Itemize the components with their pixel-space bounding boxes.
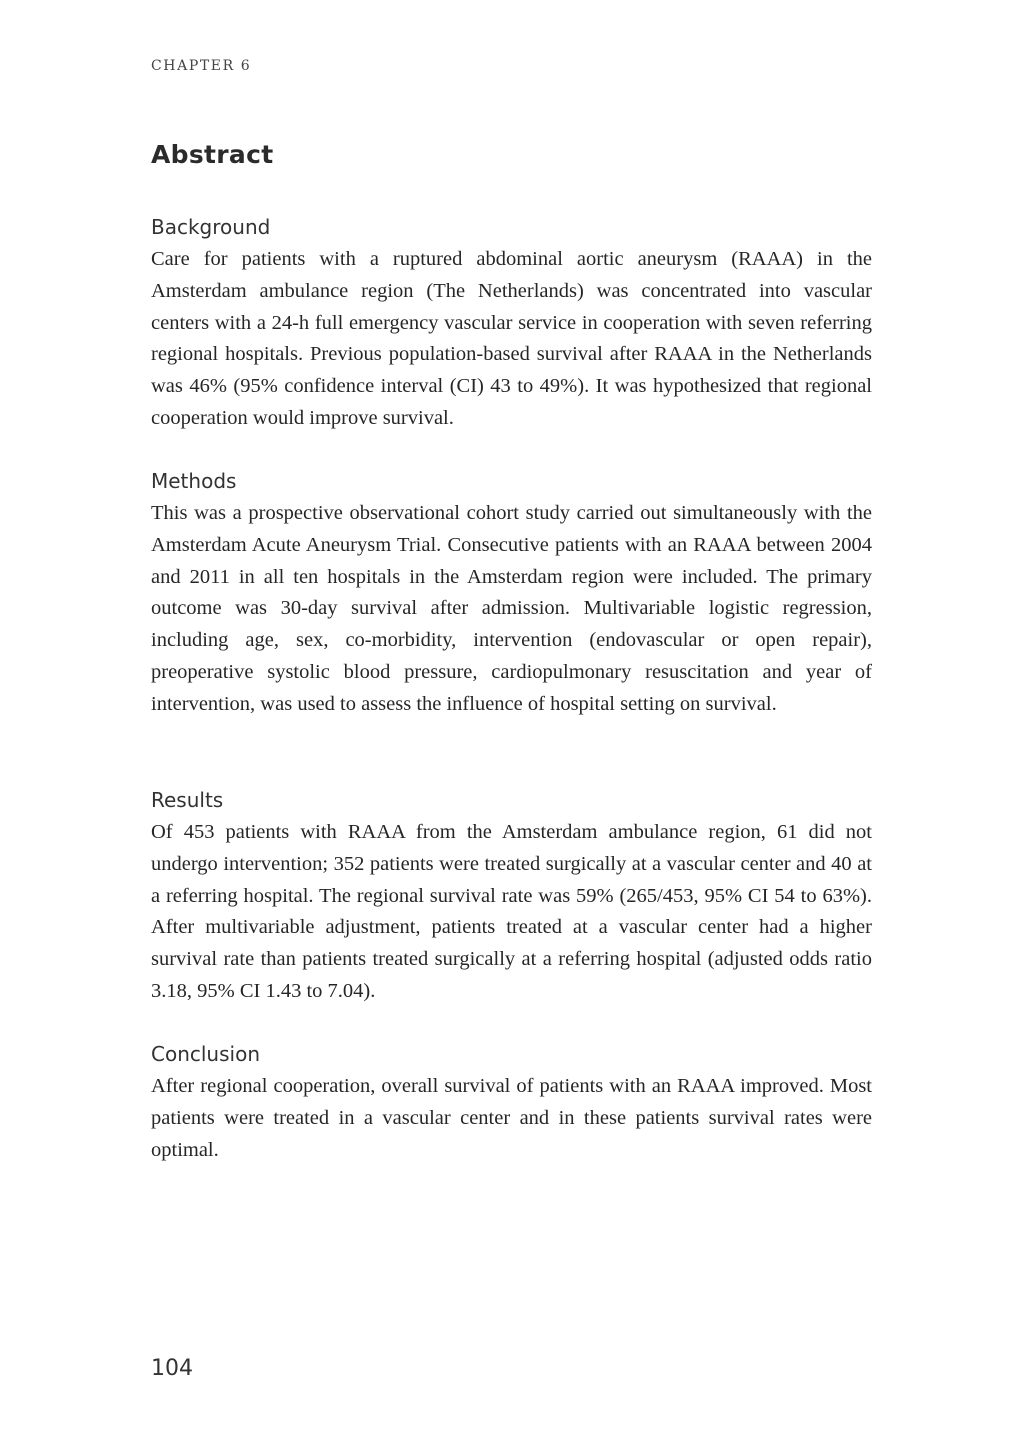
conclusion-text: After regional cooperation, overall survival of patients with an RAAA improved. Most patients were treated in a vascular center and in these patients survival rates were optimal. bbox=[151, 1075, 872, 1161]
results-text: Of 453 patients with RAAA from the Amsterdam ambulance region, 61 did not undergo intervention; 352 patients were treated surgically at a vascular center and 40 at a referring hospital. The regional survival rate was 59% (265/453, 95% CI 54 to 63%). After multivariable adjustment, patients treated at a vascular center had a higher survival rate than patients treated surgically at a referring hospital (adjusted odds ratio 3.18, 95% CI 1.43 to 7.04). bbox=[151, 821, 872, 1002]
methods-heading: Methods bbox=[151, 469, 237, 493]
background-text: Care for patients with a ruptured abdominal aortic aneurysm (RAAA) in the Amsterdam ambulance region (The Netherlands) was concentrated into vascular centers with a 24-h full emergency vascular service in cooperation with seven referring regional hospitals. Previous population-based survival after RAAA in the Netherlands was 46% (95% confidence interval (CI) 43 to 49%). It was hypothesized that regional cooperation would improve survival. bbox=[151, 248, 872, 429]
conclusion-section bbox=[151, 1037, 872, 1166]
background-heading: Background bbox=[151, 215, 271, 239]
results-section bbox=[151, 783, 872, 1008]
methods-text: This was a prospective observational cohort study carried out simultaneously with the Amsterdam Acute Aneurysm Trial. Consecutive patients with an RAAA between 2004 and 2011 in all ten hospitals in the Amsterdam region were included. The primary outcome was 30-day survival after admission. Multivariable logistic regression, including age, sex, co-morbidity, intervention (endovascular or open repair), preoperative systolic blood pressure, cardiopulmonary resuscitation and year of intervention, was used to assess the influence of hospital setting on survival. bbox=[151, 502, 872, 715]
conclusion-heading: Conclusion bbox=[151, 1042, 260, 1066]
page-number: 104 bbox=[151, 1356, 193, 1381]
background-section bbox=[151, 210, 872, 435]
methods-section bbox=[151, 464, 872, 721]
running-head: CHAPTER 6 bbox=[151, 58, 252, 74]
abstract-title: Abstract bbox=[151, 140, 274, 169]
results-heading: Results bbox=[151, 788, 224, 812]
